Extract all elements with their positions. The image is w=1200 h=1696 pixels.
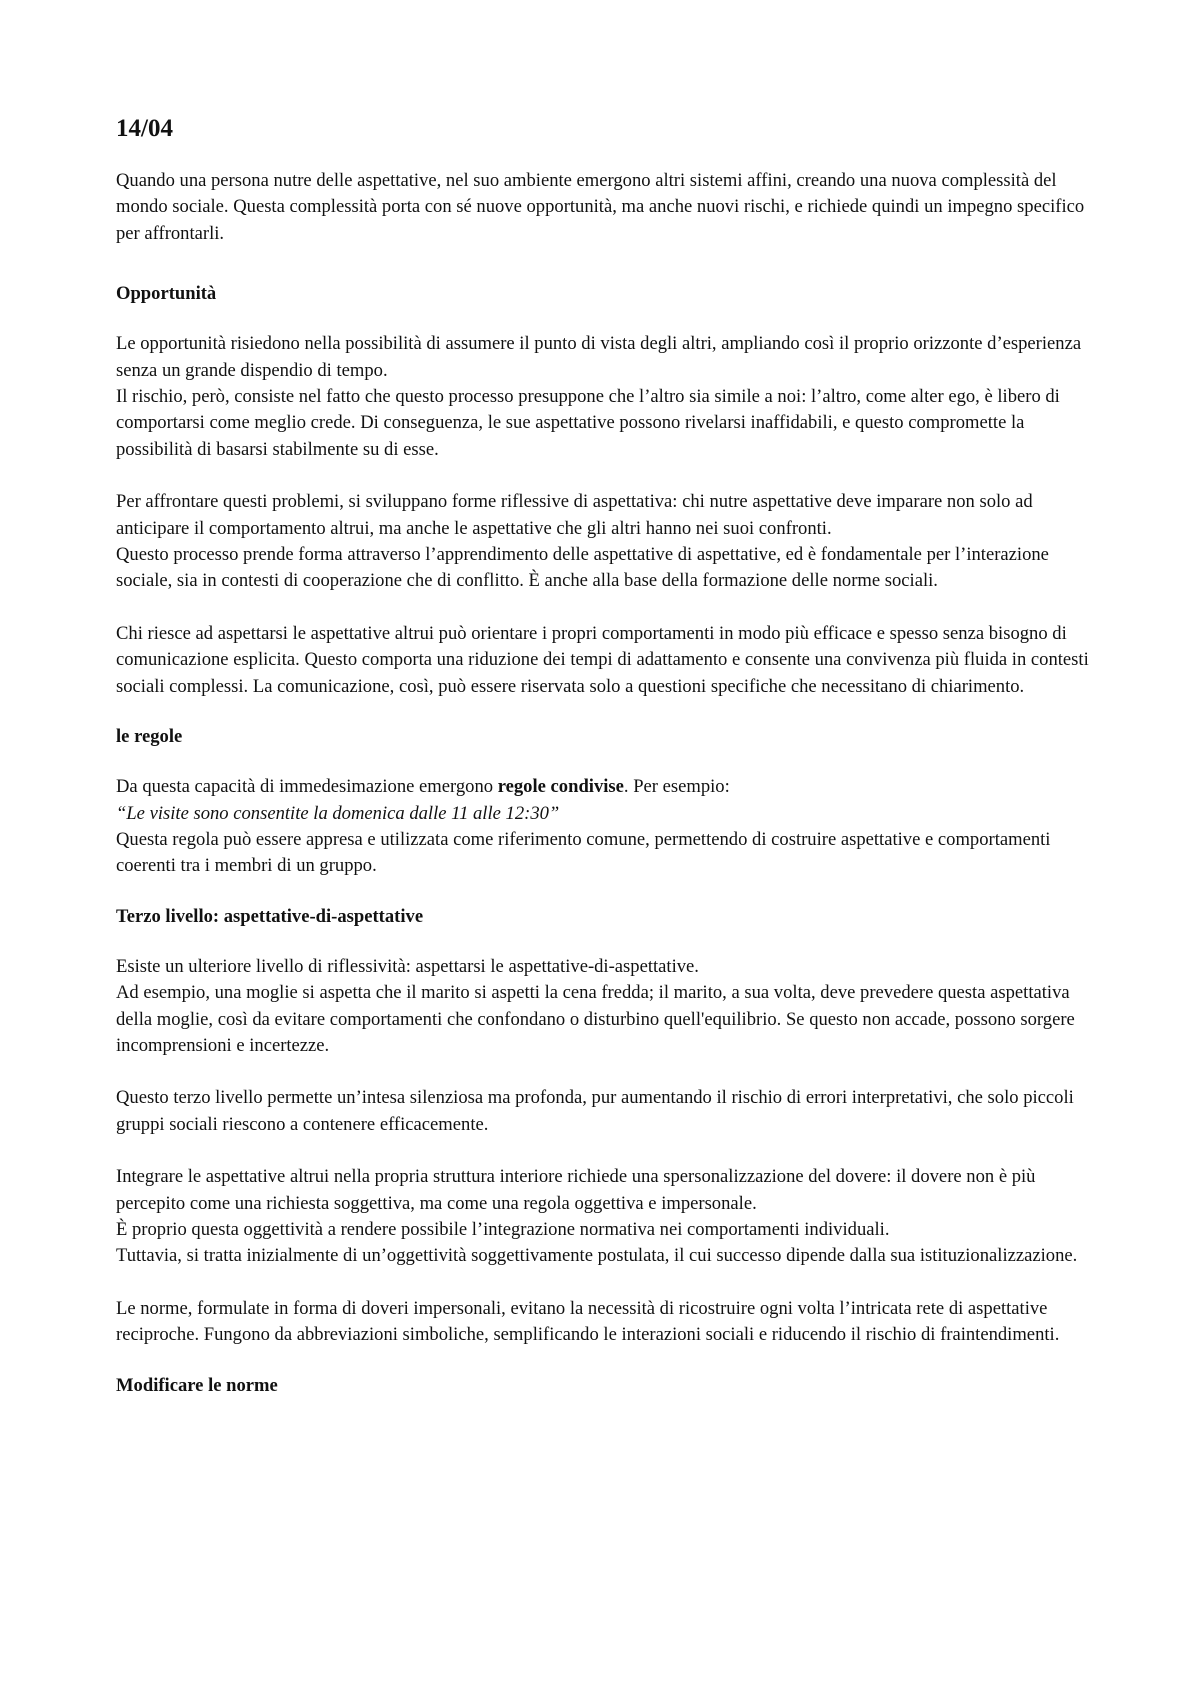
regole-quote-text: “Le visite sono consentite la domenica dalle 11 alle 12:30”: [116, 802, 560, 824]
regole-quote: [116, 801, 1096, 827]
opportunita-paragraph-4: Questo processo prende forma attraverso l’apprendimento delle aspettative di aspettative, ed è fondamentale per l’interazione sociale, sia in contesti di cooperazione che di conflitto. È anche alla base della formazione delle norme sociali.: [116, 544, 1049, 592]
terzo-paragraph-2: Ad esempio, una moglie si aspetta che il marito si aspetti la cena fredda; il marito, a sua volta, deve prevedere questa aspettativa della moglie, così da evitare comportamenti che confondano o disturbino quell'equilibrio. Se questo non accade, possono sorgere incomprensioni e incertezze.: [116, 982, 1075, 1056]
terzo-paragraph-3: Questo terzo livello permette un’intesa silenziosa ma profonda, pur aumentando il rischio di errori interpretativi, che solo piccoli gruppi sociali riescono a contenere efficacemente.: [116, 1087, 1074, 1135]
modificare-heading: Modificare le norme: [116, 1374, 278, 1396]
regole-paragraph-2: Questa regola può essere appresa e utilizzata come riferimento comune, permettendo di costruire aspettative e comportamenti coerenti tra i membri di un gruppo.: [116, 828, 1051, 877]
terzo-paragraph-1: Esiste un ulteriore livello di riflessività: aspettarsi le aspettative-di-aspettative.: [116, 955, 699, 977]
date-heading: 14/04: [116, 115, 173, 142]
terzo-livello-heading: Terzo livello: aspettative-di-aspettative: [116, 905, 424, 927]
opportunita-heading: Opportunità: [116, 283, 217, 305]
regole-p1-after: . Per esempio:: [623, 776, 730, 798]
terzo-paragraph-6: Tuttavia, si tratta inizialmente di un’oggettività soggettivamente postulata, il cui successo dipende dalla sua istituzionalizzazione.: [116, 1245, 1078, 1267]
terzo-paragraph-7: Le norme, formulate in forma di doveri impersonali, evitano la necessità di ricostruire ogni volta l’intricata rete di aspettative reciproche. Fungono da abbreviazioni simboliche, semplificando le interazioni sociali e riducendo il rischio di fraintendimenti.: [116, 1297, 1060, 1346]
regole-p1-before: Da questa capacità di immedesimazione emergono: [116, 776, 498, 798]
regole-paragraph-1: [116, 774, 1096, 800]
opportunita-paragraph-1: Le opportunità risiedono nella possibilità di assumere il punto di vista degli altri, ampliando così il proprio orizzonte d’esperienza senza un grande dispendio di tempo.: [116, 333, 1082, 381]
terzo-paragraph-5: È proprio questa oggettività a rendere possibile l’integrazione normativa nei comportamenti individuali.: [116, 1218, 890, 1240]
opportunita-paragraph-2: Il rischio, però, consiste nel fatto che questo processo presuppone che l’altro sia simile a noi: l’altro, come alter ego, è libero di comportarsi come meglio crede. Di conseguenza, le sue aspettative possono rivelarsi inaffidabili, e questo compromette la possibilità di basarsi stabilmente su di esse.: [116, 386, 1060, 460]
terzo-paragraph-4: Integrare le aspettative altrui nella propria struttura interiore richiede una spersonalizzazione del dovere: il dovere non è più percepito come una richiesta soggettiva, ma come una regola oggettiva e impersonale.: [116, 1166, 1036, 1214]
intro-paragraph: Quando una persona nutre delle aspettative, nel suo ambiente emergono altri sistemi affini, creando una nuova complessità del mondo sociale. Questa complessità porta con sé nuove opportunità, ma anche nuovi rischi, e richiede quindi un impegno specifico per affrontarli.: [116, 170, 1085, 244]
regole-condivise-bold: regole condivise: [497, 776, 624, 798]
opportunita-paragraph-5: Chi riesce ad aspettarsi le aspettative altrui può orientare i propri comportamenti in modo più efficace e spesso senza bisogno di comunicazione esplicita. Questo comporta una riduzione dei tempi di adattamento e consente una convivenza più fluida in contesti sociali complessi. La comunicazione, così, può essere riservata solo a questioni specifiche che necessitano di chiarimento.: [116, 622, 1089, 697]
document-page: [116, 114, 1096, 1399]
opportunita-paragraph-3: Per affrontare questi problemi, si sviluppano forme riflessive di aspettativa: chi nutre aspettative deve imparare non solo ad anticipare il comportamento altrui, ma anche le aspettative che gli altri hanno nei suoi confronti.: [116, 491, 1033, 539]
regole-heading: le regole: [116, 726, 183, 748]
